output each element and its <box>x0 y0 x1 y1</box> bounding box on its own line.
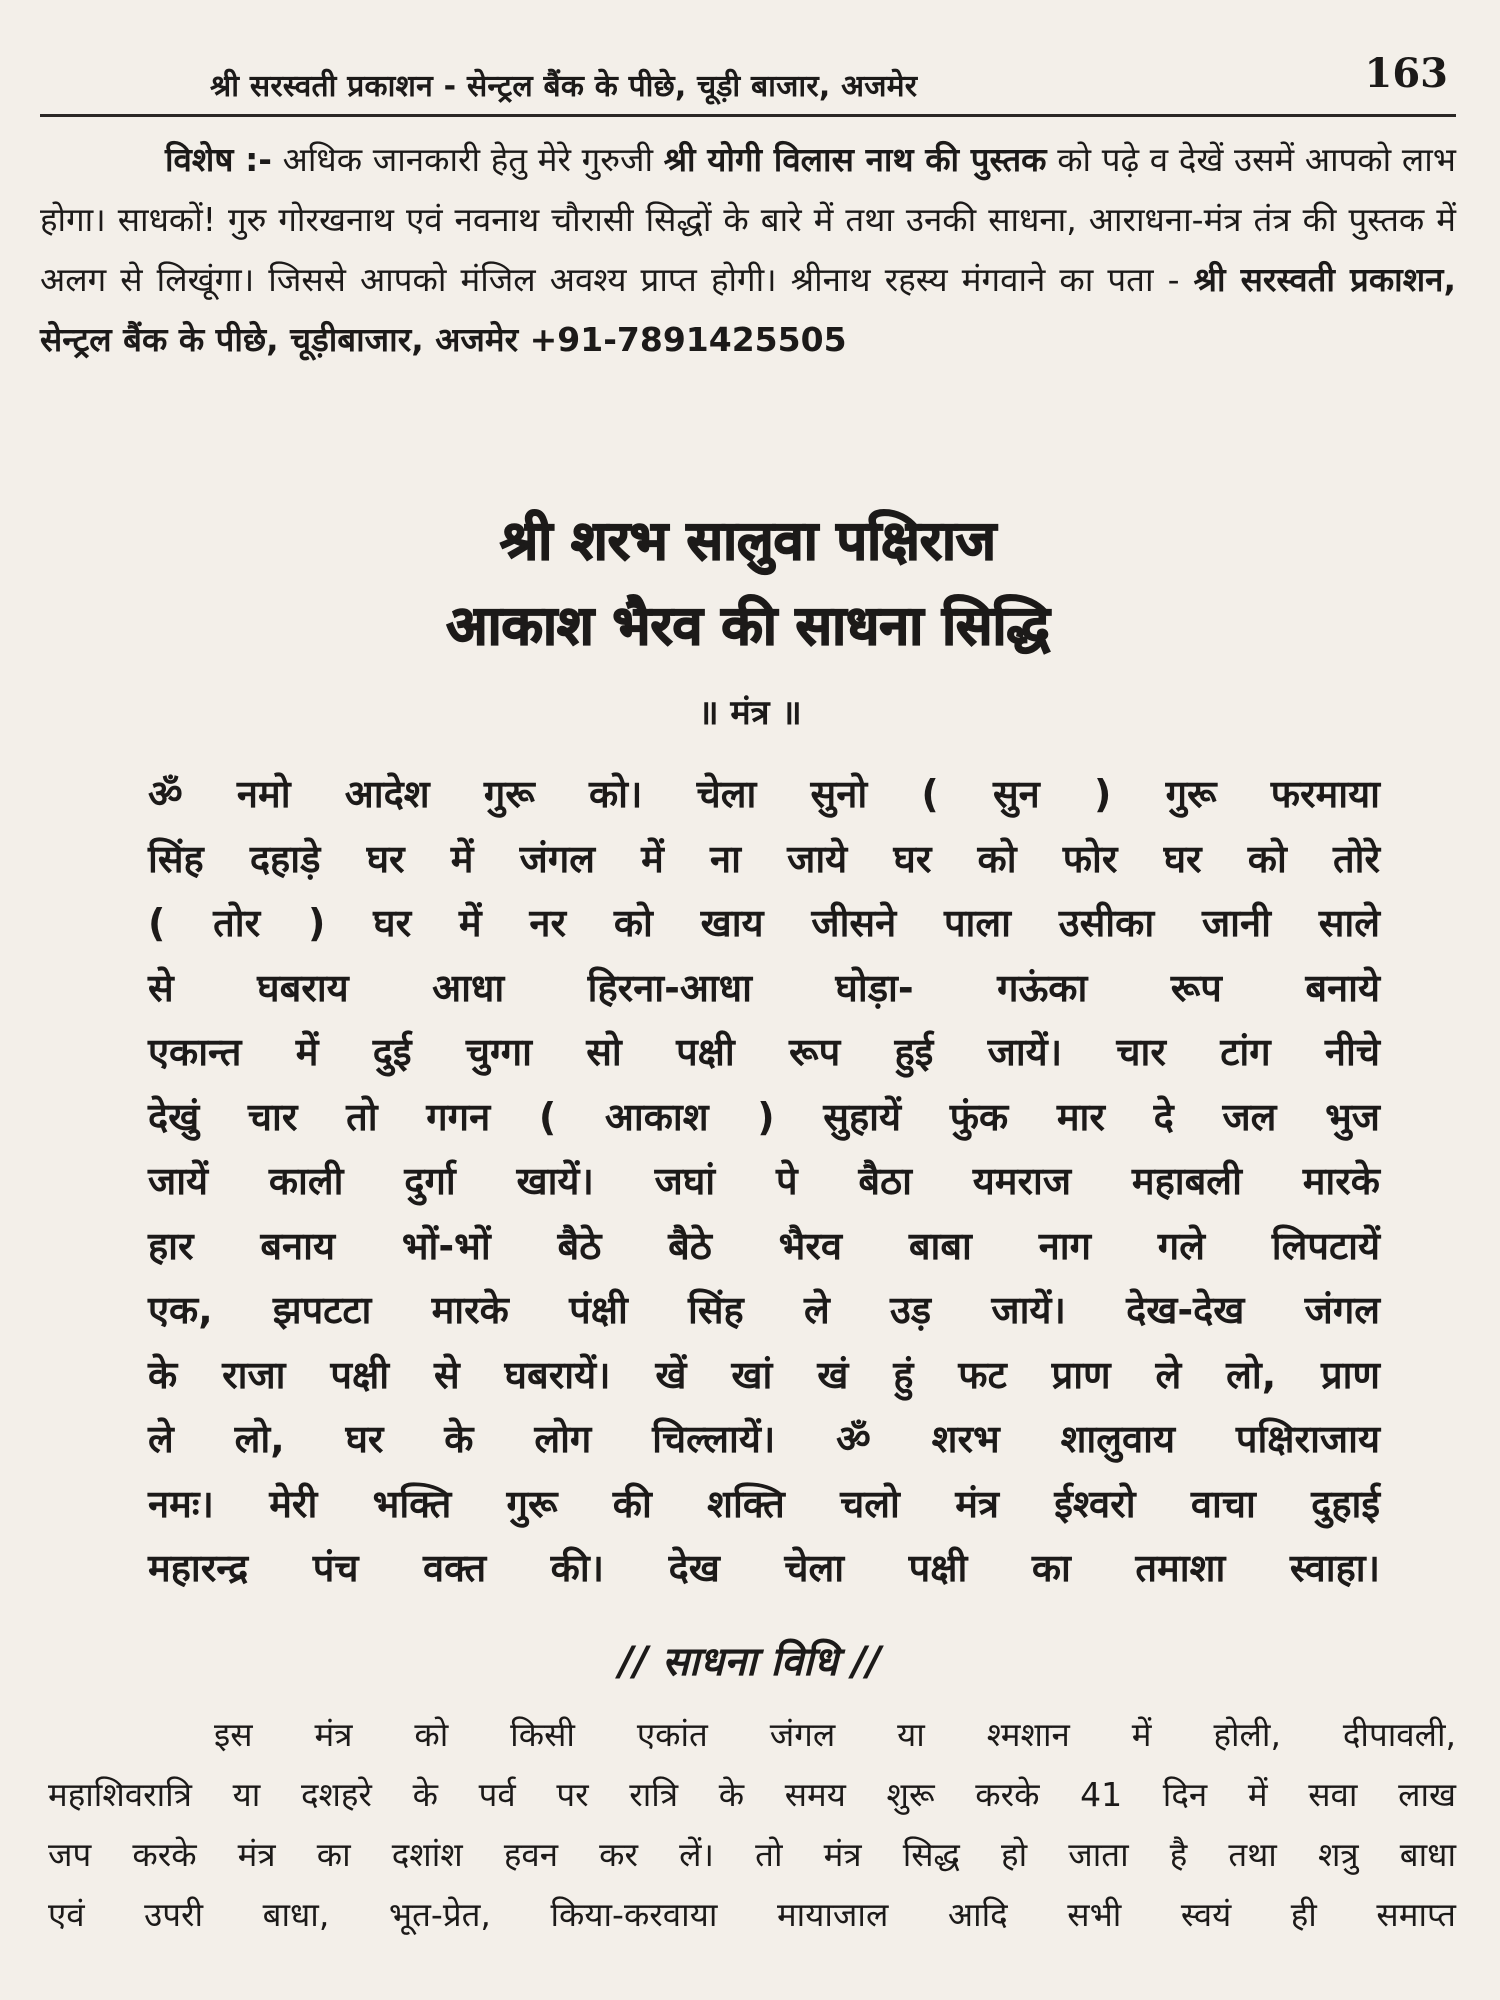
page-number: 163 <box>1364 50 1448 97</box>
mantra-line: हार बनाय भों-भों बैठे बैठे भैरव बाबा नाग गले लिपटायें <box>148 1223 1380 1268</box>
sadhana-line: महाशिवरात्रि या दशहरे के पर्व पर रात्रि के समय शुरू करके 41 दिन में सवा लाख <box>48 1775 1456 1814</box>
intro-paragraph <box>40 130 1456 370</box>
mantra-line: महारन्द्र पंच वक्त की। देख चेला पक्षी का तमाशा स्वाहा। <box>148 1546 1380 1590</box>
sadhana-paragraph <box>48 1705 1456 1945</box>
chapter-title-line-1: श्री शरभ सालुवा पक्षिराज <box>499 509 996 572</box>
mantra-line: ॐ नमो आदेश गुरू को। चेला सुनो ( सुन ) गुरू फरमाया <box>148 772 1380 816</box>
running-title: श्री सरस्वती प्रकाशन - सेन्ट्रल बैंक के पीछे, चूड़ी बाजार, अजमेर <box>210 69 918 104</box>
sadhana-heading: // साधना विधि // <box>618 1639 882 1685</box>
chapter-title-line-2: आकाश भैरव की साधना सिद्धि <box>446 594 1050 657</box>
mantra-line: ( तोर ) घर में नर को खाय जीसने पाला उसीका जानी साले <box>148 901 1380 945</box>
mantra-line: ले लो, घर के लोग चिल्लायें। ॐ शरभ शालुवाय पक्षिराजाय <box>148 1417 1380 1461</box>
intro-text-1: अधिक जानकारी हेतु मेरे गुरुजी <box>271 140 664 179</box>
note-label: विशेष :- <box>165 140 272 179</box>
sadhana-line: इस मंत्र को किसी एकांत जंगल या श्मशान में होली, दीपावली, <box>214 1715 1456 1754</box>
mantra-line: के राजा पक्षी से घबरायें। खें खां खं हुं फट प्राण ले लो, प्राण <box>148 1352 1380 1397</box>
chapter-title <box>40 498 1456 668</box>
mantra-line: एक, झपटटा मारके पंक्षी सिंह ले उड़ जायें। देख-देख जंगल <box>148 1288 1380 1332</box>
intro-text-2: को पढ़े व देखें उसमें आपको लाभ होगा। साधकों! गुरु गोरखनाथ एवं नवनाथ चौरासी सिद्धों के बारे में तथा उनकी साधना, आराधना-मंत्र तंत्र की पुस्तक में अलग से लिखूंगा। जिससे आपको मंजिल अवश्य प्राप्त होगी। श्रीनाथ रहस्य मंगवाने का पता - <box>40 140 1456 299</box>
sadhana-line: एवं उपरी बाधा, भूत-प्रेत, किया-करवाया मायाजाल आदि सभी स्वयं ही समाप्त <box>48 1895 1456 1934</box>
mantra-line: सिंह दहाड़े घर में जंगल में ना जाये घर को फोर घर को तोरे <box>148 836 1380 881</box>
mantra-line: जायें काली दुर्गा खायें। जघां पे बैठा यमराज महाबली मारके <box>148 1159 1380 1203</box>
page-header <box>40 42 1456 117</box>
mantra-heading: ॥ मंत्र ॥ <box>698 693 802 733</box>
intro-bold-book: श्री योगी विलास नाथ की पुस्तक <box>663 140 1047 179</box>
mantra-text <box>148 762 1380 1601</box>
mantra-line: से घबराय आधा हिरना-आधा घोड़ा- गऊंका रूप बनाये <box>148 965 1380 1010</box>
sadhana-line: जप करके मंत्र का दशांश हवन कर लें। तो मंत्र सिद्ध हो जाता है तथा शत्रु बाधा <box>48 1835 1456 1874</box>
intro-bold-address: श्री सरस्वती प्रकाशन, सेन्ट्रल बैंक के पीछे, चूड़ीबाजार, अजमेर +91-7891425505 <box>40 260 1456 359</box>
mantra-line: नमः। मेरी भक्ति गुरू की शक्ति चलो मंत्र ईश्वरो वाचा दुहाई <box>148 1481 1380 1526</box>
mantra-line: एकान्त में दुई चुग्गा सो पक्षी रूप हुई जायें। चार टांग नीचे <box>148 1030 1380 1074</box>
mantra-line: देखुं चार तो गगन ( आकाश ) सुहायें फुंक मार दे जल भुज <box>148 1094 1380 1139</box>
